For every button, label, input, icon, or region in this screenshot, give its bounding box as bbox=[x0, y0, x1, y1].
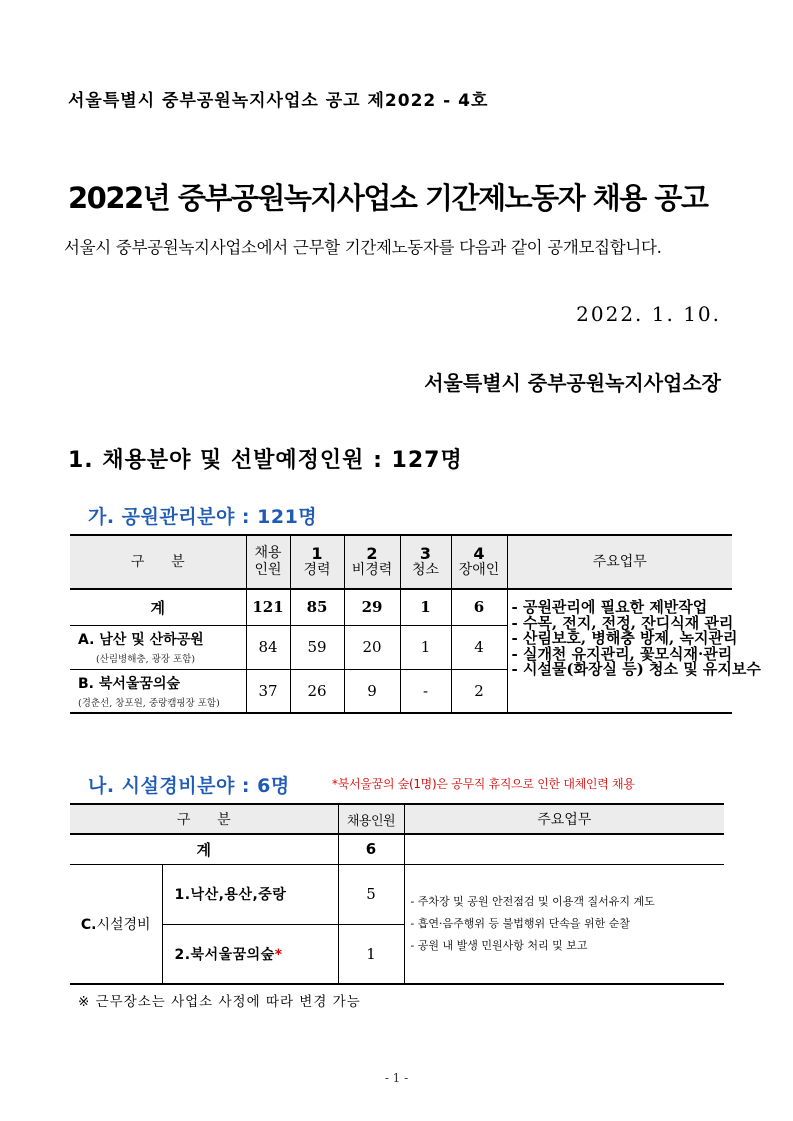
facility-security-table bbox=[70, 803, 724, 985]
location-label: 1.낙산,용산,중랑 bbox=[162, 864, 338, 924]
header-cleaning: 3 청소 bbox=[400, 535, 451, 589]
cell-hires: 37 bbox=[246, 669, 290, 713]
row-label: 계 bbox=[70, 589, 246, 625]
cell-hires: 6 bbox=[338, 834, 404, 864]
notice-number: 서울특별시 중부공원녹지사업소 공고 제2022 - 4호 bbox=[68, 91, 489, 111]
table-header-row bbox=[70, 804, 724, 834]
table-row-total bbox=[70, 589, 732, 625]
header-disabled: 4 장애인 bbox=[451, 535, 507, 589]
footnote-marker: * bbox=[274, 946, 283, 963]
subsection-b-note: *북서울꿈의 숲(1명)은 공무직 휴직으로 인한 대체인력 채용 bbox=[332, 777, 635, 791]
cell-empty bbox=[404, 834, 724, 864]
cell-experienced: 85 bbox=[290, 589, 344, 625]
subsection-b-heading: 나. 시설경비분야 : 6명 bbox=[88, 775, 290, 797]
page-title: 2022년 중부공원녹지사업소 기간제노동자 채용 공고 bbox=[68, 181, 708, 215]
cell-disabled: 2 bbox=[451, 669, 507, 713]
cell-inexperienced: 20 bbox=[344, 625, 400, 669]
cell-inexperienced: 9 bbox=[344, 669, 400, 713]
header-experienced: 1 경력 bbox=[290, 535, 344, 589]
cell-experienced: 26 bbox=[290, 669, 344, 713]
header-duties: 주요업무 bbox=[507, 535, 732, 589]
section-1-heading: 1. 채용분야 및 선발예정인원 : 127명 bbox=[68, 448, 463, 473]
subsection-a-heading: 가. 공원관리분야 : 121명 bbox=[88, 506, 318, 528]
location-label: 2.북서울꿈의숲* bbox=[162, 924, 338, 984]
table-row bbox=[70, 864, 724, 924]
table-row-total bbox=[70, 834, 724, 864]
footnote: ※ 근무장소는 사업소 사정에 따라 변경 가능 bbox=[78, 994, 361, 1010]
row-label: 계 bbox=[70, 834, 338, 864]
cell-disabled: 4 bbox=[451, 625, 507, 669]
issuer: 서울특별시 중부공원녹지사업소장 bbox=[424, 371, 721, 395]
cell-hires: 121 bbox=[246, 589, 290, 625]
cell-inexperienced: 29 bbox=[344, 589, 400, 625]
header-inexperienced: 2 비경력 bbox=[344, 535, 400, 589]
row-label: A. 남산 및 산하공원 (산림병해충, 광장 포함) bbox=[70, 625, 246, 669]
cell-hires: 5 bbox=[338, 864, 404, 924]
cell-experienced: 59 bbox=[290, 625, 344, 669]
header-hires: 채용 인원 bbox=[246, 535, 290, 589]
group-label: C.시설경비 bbox=[70, 864, 162, 984]
header-category: 구 분 bbox=[70, 804, 338, 834]
intro-text: 서울시 중부공원녹지사업소에서 근무할 기간제노동자를 다음과 같이 공개모집합니다. bbox=[64, 238, 662, 257]
row-label: B. 북서울꿈의숲 (경춘선, 창포원, 중랑캠핑장 포함) bbox=[70, 669, 246, 713]
cell-hires: 84 bbox=[246, 625, 290, 669]
cell-disabled: 6 bbox=[451, 589, 507, 625]
header-category: 구 분 bbox=[70, 535, 246, 589]
cell-cleaning: 1 bbox=[400, 589, 451, 625]
cell-hires: 1 bbox=[338, 924, 404, 984]
cell-cleaning: 1 bbox=[400, 625, 451, 669]
header-hires: 채용인원 bbox=[338, 804, 404, 834]
park-management-table bbox=[70, 534, 761, 714]
cell-cleaning: - bbox=[400, 669, 451, 713]
announcement-date: 2022. 1. 10. bbox=[576, 302, 721, 326]
duties-list: - 주차장 및 공원 안전점검 및 이용객 질서유지 계도 - 흡연·음주행위 등 불법행위 단속을 위한 순찰 - 공원 내 발생 민원사항 처리 및 보고 bbox=[404, 864, 724, 984]
header-duties: 주요업무 bbox=[404, 804, 724, 834]
table-header-row bbox=[70, 535, 732, 589]
page-number: - 1 - bbox=[384, 1071, 409, 1085]
duties-list: - 공원관리에 필요한 제반작업 - 수목, 전지, 전정, 잔디식재 관리 - 산림보호, 병해충 방제, 녹지관리 - 실개천 유지관리, 꽃모식재·관리 - 시설물(화장실 등) 청소 및 유지보수 bbox=[507, 589, 732, 713]
